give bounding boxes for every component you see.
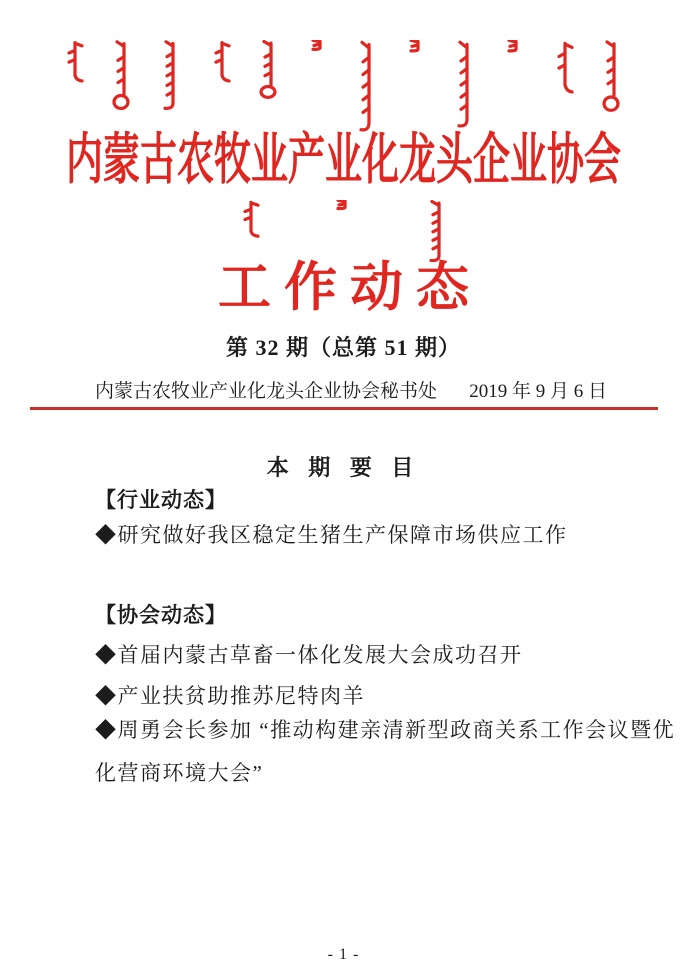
mongolian-script-glyph	[553, 40, 575, 106]
publish-date: 2019 年 9 月 6 日	[469, 381, 607, 402]
red-divider-rule	[30, 407, 658, 410]
toc-item-chairman-meeting-line1: ◆周勇会长参加 “推动构建亲清新型政商关系工作会议暨优	[95, 718, 676, 742]
mongolian-script-glyph	[112, 40, 134, 114]
publisher-name: 内蒙古农牧业产业化龙头企业协会秘书处	[95, 381, 438, 402]
mongolian-script-glyph	[602, 40, 624, 116]
page-number: - 1 -	[327, 946, 360, 963]
mongolian-script-glyph	[161, 40, 183, 110]
mongolian-script-glyph	[239, 200, 261, 246]
toc-item-chairman-meeting-line2: 化营商环境大会”	[95, 761, 264, 785]
issue-number-line: 第 32 期（总第 51 期）	[225, 335, 461, 360]
section-heading-association: 【协会动态】	[95, 604, 227, 627]
toc-item-pig-production: ◆研究做好我区稳定生猪生产保障市场供应工作	[95, 523, 568, 547]
toc-item-sunite-mutton: ◆产业扶贫助推苏尼特肉羊	[95, 684, 365, 708]
mongolian-script-glyph	[333, 200, 355, 222]
mongolian-script-glyph	[210, 40, 232, 92]
publisher-row	[95, 376, 607, 403]
mongolian-script-glyph	[63, 40, 85, 92]
toc-item-grass-livestock-conference: ◆首届内蒙古草畜一体化发展大会成功召开	[95, 643, 523, 667]
mongolian-script-glyph	[406, 40, 428, 68]
bulletin-title: 工作动态	[218, 259, 482, 317]
association-name-title: 内蒙古农牧业产业化龙头企业协会	[66, 130, 621, 192]
mongolian-script-glyph	[259, 40, 281, 102]
mongolian-script-glyph	[308, 40, 330, 64]
section-heading-industry: 【行业动态】	[95, 489, 227, 512]
mongolian-script-glyph	[504, 40, 526, 68]
contents-heading: 本 期 要 目	[266, 455, 421, 480]
